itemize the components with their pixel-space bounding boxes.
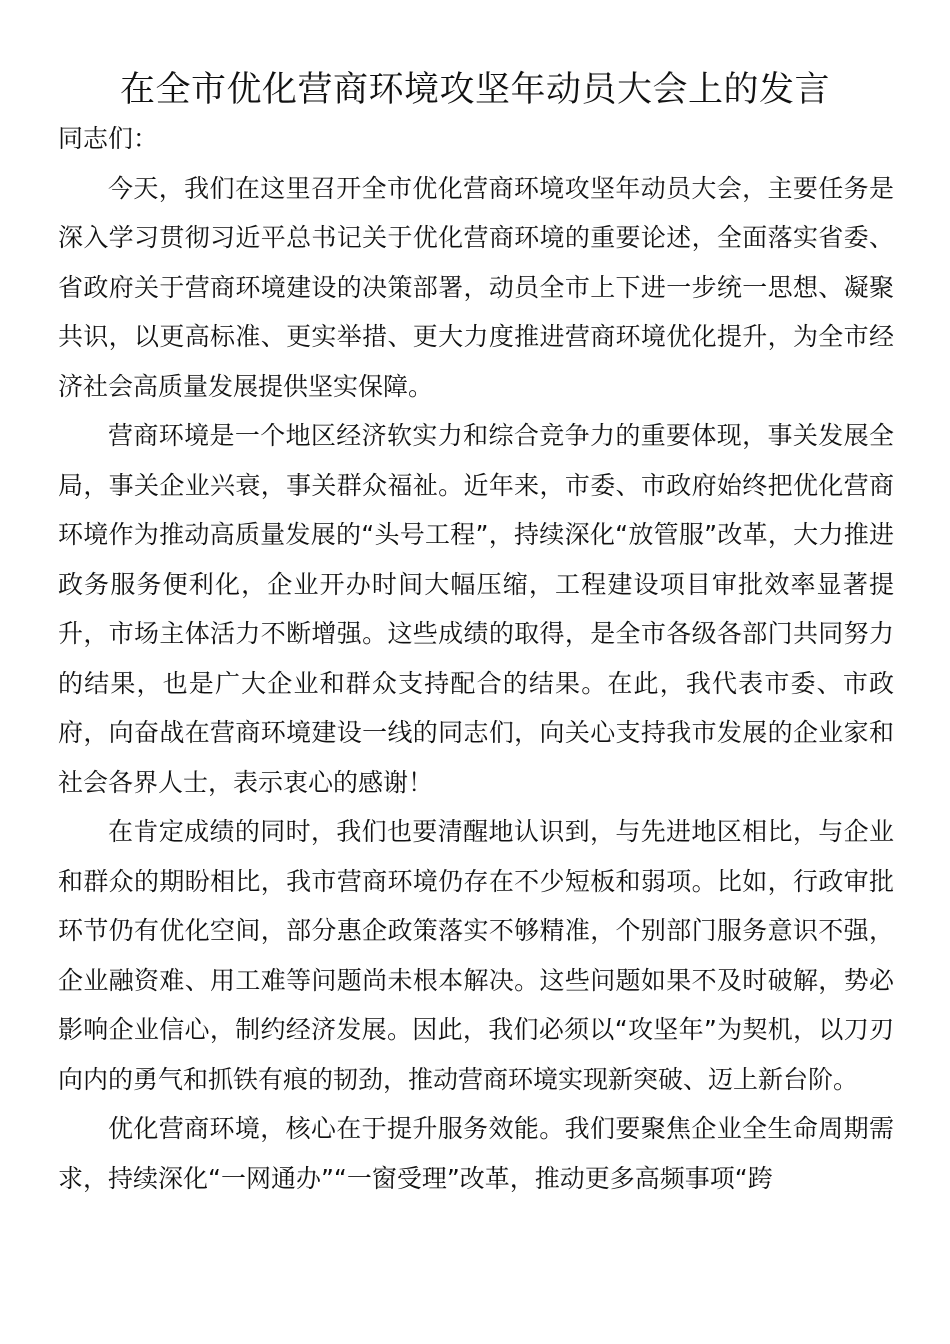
paragraph-1: 今天，我们在这里召开全市优化营商环境攻坚年动员大会，主要任务是深入学习贯彻习近平总书记关于优化营商环境的重要论述，全面落实省委、省政府关于营商环境建设的决策部署，动员全市上下进一步统一思想、凝聚共识，以更高标准、更实举措、更大力度推进营商环境优化提升，为全市经济社会高质量发展提供坚实保障。	[58, 173, 894, 401]
paragraph-3: 在肯定成绩的同时，我们也要清醒地认识到，与先进地区相比，与企业和群众的期盼相比，我市营商环境仍存在不少短板和弱项。比如，行政审批环节仍有优化空间，部分惠企政策落实不够精准，个别部门服务意识不强，企业融资难、用工难等问题尚未根本解决。这些问题如果不及时破解，势必影响企业信心，制约经济发展。因此，我们必须以“攻坚年”为契机，以刀刃向内的勇气和抓铁有痕的韧劲，推动营商环境实现新突破、迈上新台阶。	[58, 817, 894, 1094]
document-title: 在全市优化营商环境攻坚年动员大会上的发言	[119, 70, 830, 110]
paragraph-4: 优化营商环境，核心在于提升服务效能。我们要聚焦企业全生命周期需求，持续深化“一网通办”“一窗受理”改革，推动更多高频事项“跨	[58, 1114, 894, 1193]
paragraph-2: 营商环境是一个地区经济软实力和综合竞争力的重要体现，事关发展全局，事关企业兴衰，事关群众福祉。近年来，市委、市政府始终把优化营商环境作为推动高质量发展的“头号工程”，持续深化“放管服”改革，大力推进政务服务便利化，企业开办时间大幅压缩，工程建设项目审批效率显著提升，市场主体活力不断增强。这些成绩的取得，是全市各级各部门共同努力的结果，也是广大企业和群众支持配合的结果。在此，我代表市委、市政府，向奋战在营商环境建设一线的同志们，向关心支持我市发展的企业家和社会各界人士，表示衷心的感谢！	[58, 421, 894, 797]
salutation: 同志们：	[58, 124, 159, 153]
document-body	[58, 114, 894, 1203]
